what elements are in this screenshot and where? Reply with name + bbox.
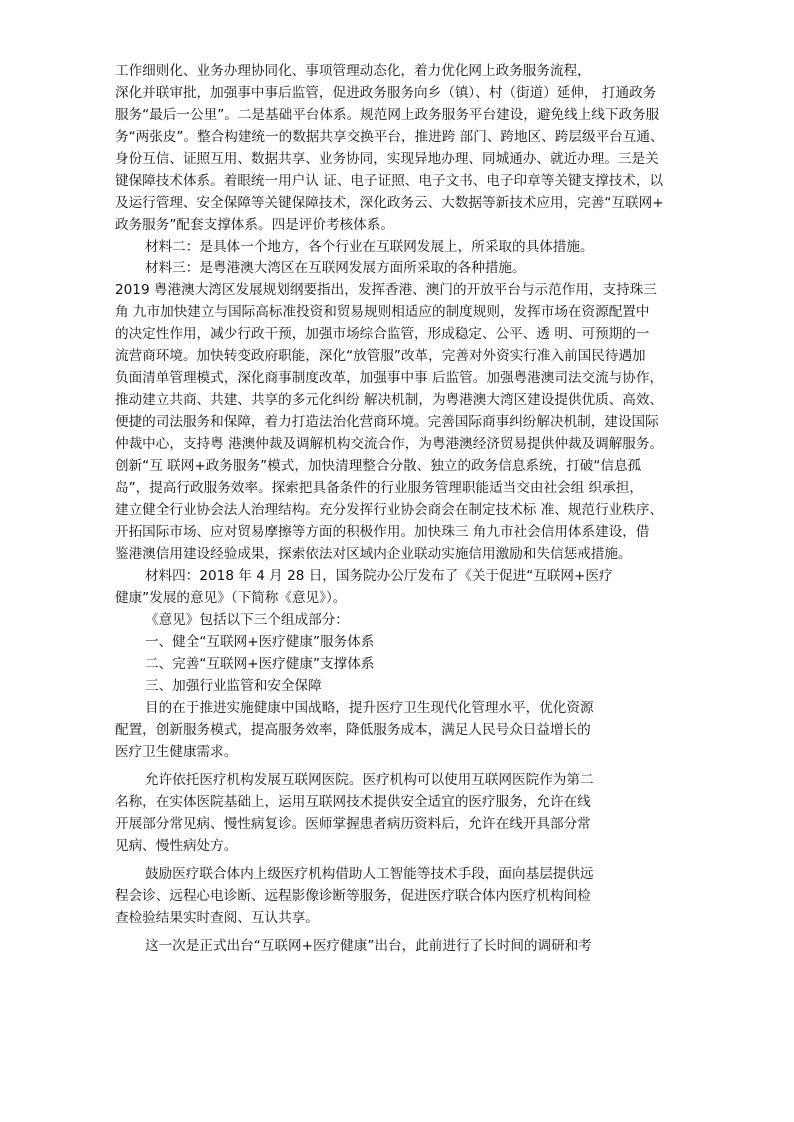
paragraph-line: 建立健全行业协会法人治理结构。充分发挥行业协会商会在制定技术标 准、规范行业秩序、 <box>115 502 664 518</box>
material-three-line: 材料三：是粤港澳大湾区在互联网发展方面所采取的各种措施。 <box>145 260 526 276</box>
paragraph-line: 允许依托医疗机构发展互联网医院。医疗机构可以使用互联网医院作为第二 <box>145 772 594 788</box>
paragraph-line: 政务服务”配套支撑体系。四是评价考核体系。 <box>115 217 394 233</box>
paragraph-line: 仲裁中心，支持粤 港澳仲裁及调解机构交流合作，为粤港澳经济贸易提供仲裁及调解服务。 <box>115 436 664 452</box>
paragraph-line: 开拓国际市场、应对贸易摩擦等方面的积极作用。加快珠三 角九市社会信用体系建设，借 <box>115 524 650 540</box>
material-four-line: 材料四：2018 年 4 月 28 日，国务院办公厅发布了《关于促进“互联网+医疗 <box>145 568 613 584</box>
paragraph-line: 程会诊、远程心电诊断、远程影像诊断等服务，促进医疗联合体内医疗机构间检 <box>115 888 591 904</box>
paragraph-line: 工作细则化、业务办理协同化、事项管理动态化，着力优化网上政务服务流程， <box>115 63 591 79</box>
paragraph-line: 2019 粤港澳大湾区发展规划纲要指出，发挥香港、澳门的开放平台与示范作用，支持珠三 <box>115 282 657 298</box>
paragraph-line: 及运行管理、安全保障等关键保障技术，深化政务云、大数据等新技术应用，完善“互联网+ <box>115 195 664 211</box>
opinion-intro-line: 《意见》包括以下三个组成部分： <box>145 612 349 628</box>
paragraph-line: 健康”发展的意见》（下简称《意见》）。 <box>115 590 347 606</box>
paragraph-line: 务“两张皮”。整合构建统一的数据共享交换平台，推进跨 部门、跨地区、跨层级平台互通、 <box>115 129 664 145</box>
paragraph-line: 角 九市加快建立与国际高标准投资和贸易规则相适应的制度规则，发挥市场在资源配置中 <box>115 304 650 320</box>
paragraph-line: 键保障技术体系。着眼统一用户认 证、电子证照、电子文书、电子印章等关键支撑技术，以 <box>115 173 664 189</box>
paragraph-line: 服务“最后一公里”。二是基础平台体系。规范网上政务服务平台建设，避免线上线下政务服 <box>115 107 660 123</box>
list-item: 二、完善“互联网+医疗健康”支撑体系 <box>145 656 375 672</box>
paragraph-line: 这一次是正式出台“互联网+医疗健康”出台，此前进行了长时间的调研和考 <box>145 938 592 954</box>
paragraph-line: 流营商环境。加快转变政府职能，深化“放管服”改革，完善对外资实行准入前国民待遇加 <box>115 348 646 364</box>
paragraph-line: 创新“互 联网+政务服务”模式，加快清理整合分散、独立的政务信息系统，打破“信息孤 <box>115 458 642 474</box>
paragraph-line: 推动建立共商、共建、共享的多元化纠纷 解决机制，为粤港澳大湾区建设提供优质、高效、 <box>115 392 664 408</box>
paragraph-line: 便捷的司法服务和保障，着力打造法治化营商环境。完善国际商事纠纷解决机制，建设国际 <box>115 414 659 430</box>
paragraph-line: 鉴港澳信用建设经验成果，探索依法对区域内企业联动实施信用激励和失信惩戒措施。 <box>115 546 632 562</box>
paragraph-line: 见病、慢性病处方。 <box>115 838 238 854</box>
list-item: 一、健全“互联网+医疗健康”服务体系 <box>145 634 375 650</box>
paragraph-line: 负面清单管理模式，深化商事制度改革，加强事中事 后监管。加强粤港澳司法交流与协作， <box>115 370 664 386</box>
paragraph-line: 岛”，提高行政服务效率。探索把具备条件的行业服务管理职能适当交由社会组 织承担， <box>115 480 643 496</box>
paragraph-line: 目的在于推进实施健康中国战略，提升医疗卫生现代化管理水平，优化资源 <box>145 700 594 716</box>
paragraph-line: 医疗卫生健康需求。 <box>115 744 238 760</box>
paragraph-line: 名称，在实体医院基础上，运用互联网技术提供安全适宜的医疗服务，允许在线 <box>115 794 591 810</box>
material-two-line: 材料二：是具体一个地方，各个行业在互联网发展上，所采取的具体措施。 <box>145 239 594 255</box>
paragraph-line: 身份互信、证照互用、数据共享、业务协同，实现异地办理、同城通办、就近办理。三是关 <box>115 151 659 167</box>
paragraph-line: 鼓励医疗联合体内上级医疗机构借助人工智能等技术手段，面向基层提供远 <box>145 866 594 882</box>
list-item: 三、加强行业监管和安全保障 <box>145 678 322 694</box>
paragraph-line: 查检验结果实时查阅、互认共享。 <box>115 910 319 926</box>
paragraph-line: 开展部分常见病、慢性病复诊。医师掌握患者病历资料后，允许在线开具部分常 <box>115 816 591 832</box>
paragraph-line: 的决定性作用，减少行政干预，加强市场综合监管，形成稳定、公平、透 明、可预期的一 <box>115 326 650 342</box>
paragraph-line: 配置，创新服务模式，提高服务效率，降低服务成本，满足人民号众日益增长的 <box>115 722 591 738</box>
paragraph-line: 深化并联审批，加强事中事后监管，促进政务服务向乡（镇）、村（街道）延伸， 打通政务 <box>115 85 657 101</box>
